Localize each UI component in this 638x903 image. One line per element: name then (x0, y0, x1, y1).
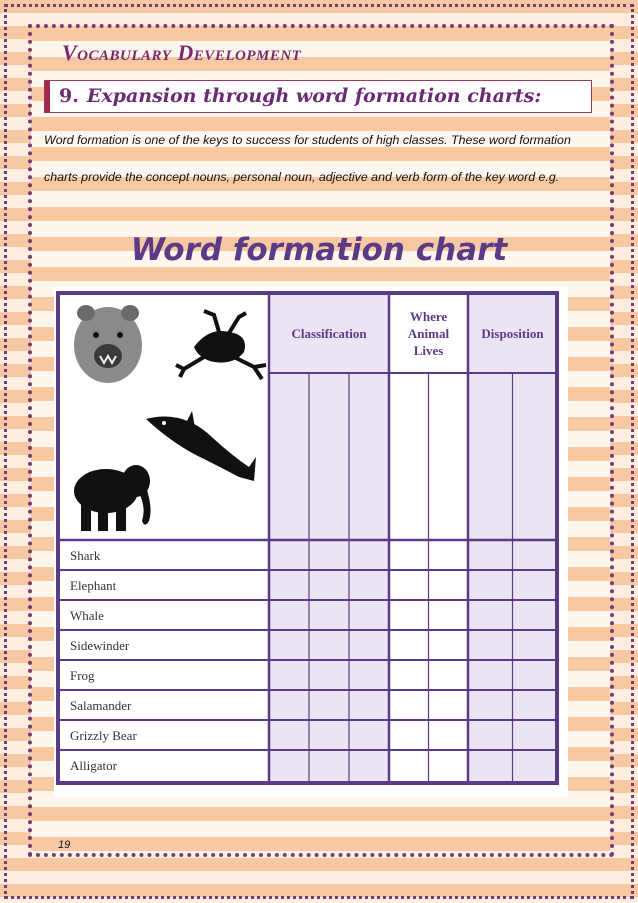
section-title-text: Expansion through word formation charts: (86, 85, 542, 107)
page-title: Vocabulary Development (62, 40, 302, 65)
shark-icon (146, 411, 256, 481)
row-label-3: Sidewinder (70, 638, 130, 653)
intro-paragraph: Word formation is one of the keys to success for students of high classes. These word formation charts provide the concept nouns, personal noun, adjective and verb form of the key word e.g. (44, 133, 571, 184)
chart-heading: Word formation chart (130, 232, 508, 268)
page-number: 19 (58, 839, 71, 851)
worksheet (54, 287, 568, 797)
section-number: 9. (59, 85, 79, 107)
row-label-2: Whale (70, 608, 104, 623)
classification-rows-bg (269, 540, 389, 783)
row-label-7: Alligator (70, 758, 117, 773)
column-header-1-line-0: Where (409, 309, 448, 324)
row-label-1: Elephant (70, 578, 117, 593)
row-label-5: Salamander (70, 698, 132, 713)
row-label-4: Frog (70, 668, 95, 683)
column-header-1-line-1: Animal (407, 326, 450, 341)
column-header-1-line-2: Lives (413, 343, 444, 358)
row-label-6: Grizzly Bear (70, 728, 137, 743)
worksheet-table (54, 287, 568, 797)
bear-icon (74, 305, 142, 383)
column-header-0-line-0: Classification (291, 326, 367, 341)
frog-icon (176, 311, 266, 379)
elephant-icon (74, 465, 151, 531)
section-accent-bar (45, 81, 50, 112)
section-title (59, 85, 541, 107)
row-label-0: Shark (70, 548, 101, 563)
section-heading-box (44, 80, 592, 113)
animal-images (74, 305, 266, 531)
column-header-2-line-0: Disposition (481, 326, 544, 341)
